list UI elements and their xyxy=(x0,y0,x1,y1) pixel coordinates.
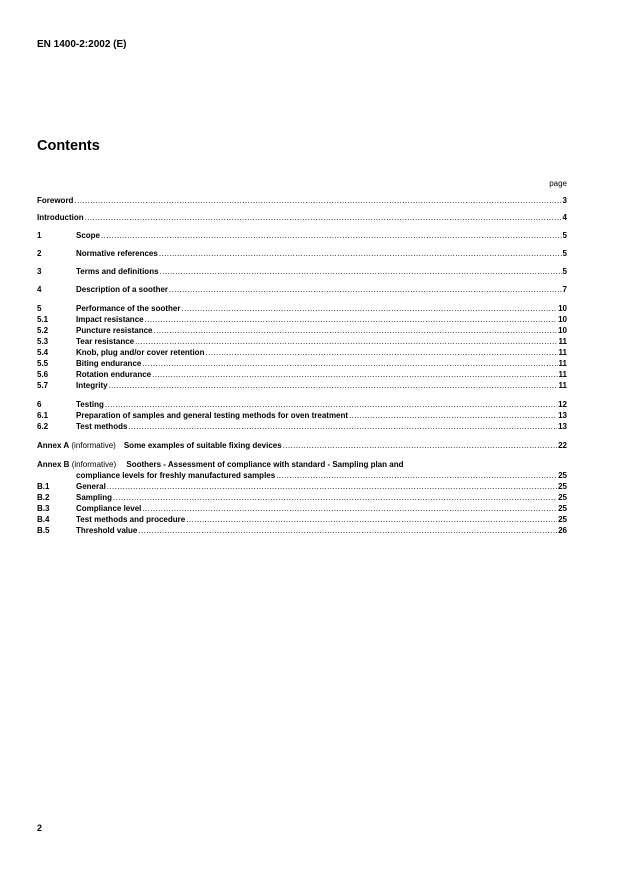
toc-entry-title: Soothers - Assessment of compliance with standard - Sampling plan and xyxy=(126,460,404,469)
toc-entry-title: Some examples of suitable fixing devices xyxy=(123,441,282,450)
toc-entry-b-3[interactable] xyxy=(37,504,567,514)
toc-entry-5-5[interactable] xyxy=(37,359,567,369)
leader-dots xyxy=(113,493,557,503)
toc-entry-5[interactable] xyxy=(37,304,567,314)
toc-entry-number: 5.5 xyxy=(37,359,49,368)
toc-entry-page: 25 xyxy=(558,504,567,513)
leader-dots xyxy=(169,285,562,295)
toc-entry-page: 5 xyxy=(562,231,567,240)
toc-entry-page: 26 xyxy=(558,526,567,535)
toc-entry-annex-b-heading[interactable] xyxy=(37,460,567,470)
page-column-label: page xyxy=(549,179,567,188)
leader-dots xyxy=(276,471,557,481)
toc-entry-5-3[interactable] xyxy=(37,337,567,347)
toc-entry-title: Normative references xyxy=(76,249,158,258)
toc-entry-b-1[interactable] xyxy=(37,482,567,492)
toc-entry-title: Integrity xyxy=(76,381,108,390)
toc-entry-number: 1 xyxy=(37,231,42,240)
toc-entry-foreword[interactable] xyxy=(37,196,567,206)
toc-entry-page: 22 xyxy=(558,441,567,450)
leader-dots xyxy=(186,515,557,525)
toc-entry-number: 2 xyxy=(37,249,42,258)
toc-entry-title: Tear resistance xyxy=(76,337,135,346)
toc-entry-page: 25 xyxy=(558,515,567,524)
toc-entry-number: 3 xyxy=(37,267,42,276)
toc-entry-page: 25 xyxy=(558,482,567,491)
toc-entry-number: 5.1 xyxy=(37,315,49,324)
toc-entry-title: Impact resistance xyxy=(76,315,144,324)
toc-entry-page: 10 xyxy=(558,315,567,324)
toc-entry-5-4[interactable] xyxy=(37,348,567,358)
leader-dots xyxy=(349,411,557,421)
toc-entry-title: General xyxy=(76,482,106,491)
toc-entry-page: 13 xyxy=(558,411,567,420)
toc-entry-1[interactable] xyxy=(37,231,567,241)
toc-entry-number: 5.2 xyxy=(37,326,49,335)
toc-entry-number: B.1 xyxy=(37,482,50,491)
toc-entry-page: 11 xyxy=(558,359,567,368)
leader-dots xyxy=(153,326,557,336)
toc-entry-annex-b[interactable] xyxy=(37,471,567,481)
leader-dots xyxy=(205,348,557,358)
contents-heading: Contents xyxy=(37,138,100,154)
leader-dots xyxy=(74,196,561,206)
toc-entry-number: 6.2 xyxy=(37,422,49,431)
leader-dots xyxy=(135,337,557,347)
toc-entry-6-1[interactable] xyxy=(37,411,567,421)
leader-dots xyxy=(107,482,557,492)
toc-entry-number: B.5 xyxy=(37,526,50,535)
toc-entry-5-7[interactable] xyxy=(37,381,567,391)
toc-entry-number: B.4 xyxy=(37,515,50,524)
leader-dots xyxy=(101,231,562,241)
toc-entry-title: Test methods and procedure xyxy=(76,515,186,524)
toc-entry-page: 10 xyxy=(558,326,567,335)
toc-entry-page: 25 xyxy=(558,493,567,502)
toc-entry-page: 11 xyxy=(558,381,567,390)
toc-entry-title: Foreword xyxy=(37,196,74,205)
toc-entry-page: 25 xyxy=(558,471,567,480)
toc-entry-number: 5.6 xyxy=(37,370,49,379)
toc-entry-b-5[interactable] xyxy=(37,526,567,536)
toc-entry-3[interactable] xyxy=(37,267,567,277)
toc-entry-title: Introduction xyxy=(37,213,84,222)
leader-dots xyxy=(145,315,558,325)
toc-entry-4[interactable] xyxy=(37,285,567,295)
leader-dots xyxy=(85,213,562,223)
toc-entry-number: 6.1 xyxy=(37,411,49,420)
toc-entry-title: Test methods xyxy=(76,422,128,431)
toc-entry-6[interactable] xyxy=(37,400,567,410)
toc-entry-page: 13 xyxy=(558,422,567,431)
toc-entry-title: Biting endurance xyxy=(76,359,142,368)
leader-dots xyxy=(181,304,557,314)
toc-entry-page: 10 xyxy=(558,304,567,313)
toc-entry-title-continued: compliance levels for freshly manufactured samples xyxy=(76,471,276,480)
annex-label: Annex B xyxy=(37,460,70,469)
toc-entry-page: 5 xyxy=(562,267,567,276)
toc-entry-title: Description of a soother xyxy=(76,285,169,294)
toc-entry-b-2[interactable] xyxy=(37,493,567,503)
leader-dots xyxy=(152,370,557,380)
leader-dots xyxy=(160,267,562,277)
leader-dots xyxy=(159,249,562,259)
toc-entry-5-1[interactable] xyxy=(37,315,567,325)
toc-entry-title: Scope xyxy=(76,231,101,240)
toc-entry-title: Threshold value xyxy=(76,526,138,535)
leader-dots xyxy=(128,422,557,432)
toc-entry-title: Knob, plug and/or cover retention xyxy=(76,348,205,357)
toc-entry-annex-a[interactable] xyxy=(37,441,567,451)
annex-label: Annex A xyxy=(37,441,70,450)
toc-entry-number: B.3 xyxy=(37,504,50,513)
toc-entry-number: 6 xyxy=(37,400,42,409)
toc-entry-title: Performance of the soother xyxy=(76,304,181,313)
page-number: 2 xyxy=(37,823,43,833)
toc-entry-2[interactable] xyxy=(37,249,567,259)
toc-entry-title: Sampling xyxy=(76,493,113,502)
toc-entry-5-2[interactable] xyxy=(37,326,567,336)
toc-entry-introduction[interactable] xyxy=(37,213,567,223)
toc-entry-title: Compliance level xyxy=(76,504,142,513)
toc-entry-page: 7 xyxy=(562,285,567,294)
leader-dots xyxy=(283,441,557,451)
toc-entry-6-2[interactable] xyxy=(37,422,567,432)
leader-dots xyxy=(138,526,557,536)
toc-entry-5-6[interactable] xyxy=(37,370,567,380)
toc-entry-page: 11 xyxy=(558,337,567,346)
toc-entry-b-4[interactable] xyxy=(37,515,567,525)
toc-entry-page: 4 xyxy=(562,213,567,222)
leader-dots xyxy=(142,359,557,369)
leader-dots xyxy=(142,504,557,514)
document-id: EN 1400-2:2002 (E) xyxy=(37,39,127,50)
toc-entry-number: 5.4 xyxy=(37,348,49,357)
toc-entry-number: 4 xyxy=(37,285,42,294)
toc-entry-page: 5 xyxy=(562,249,567,258)
leader-dots xyxy=(109,381,558,391)
toc-entry-title: Rotation endurance xyxy=(76,370,152,379)
toc-entry-page: 12 xyxy=(558,400,567,409)
toc-entry-number: B.2 xyxy=(37,493,50,502)
toc-entry-page: 11 xyxy=(558,370,567,379)
toc-entry-page: 11 xyxy=(558,348,567,357)
toc-entry-title: Terms and definitions xyxy=(76,267,159,276)
toc-entry-number: 5.7 xyxy=(37,381,49,390)
annex-informative: (informative) xyxy=(71,460,117,469)
toc-entry-title: Preparation of samples and general testing methods for oven treatment xyxy=(76,411,349,420)
toc-entry-number: 5.3 xyxy=(37,337,49,346)
toc-entry-page: 3 xyxy=(562,196,567,205)
toc-entry-title: Puncture resistance xyxy=(76,326,153,335)
toc-entry-title: Testing xyxy=(76,400,104,409)
annex-informative: (informative) xyxy=(71,441,116,450)
leader-dots xyxy=(105,400,557,410)
toc-entry-number: 5 xyxy=(37,304,42,313)
